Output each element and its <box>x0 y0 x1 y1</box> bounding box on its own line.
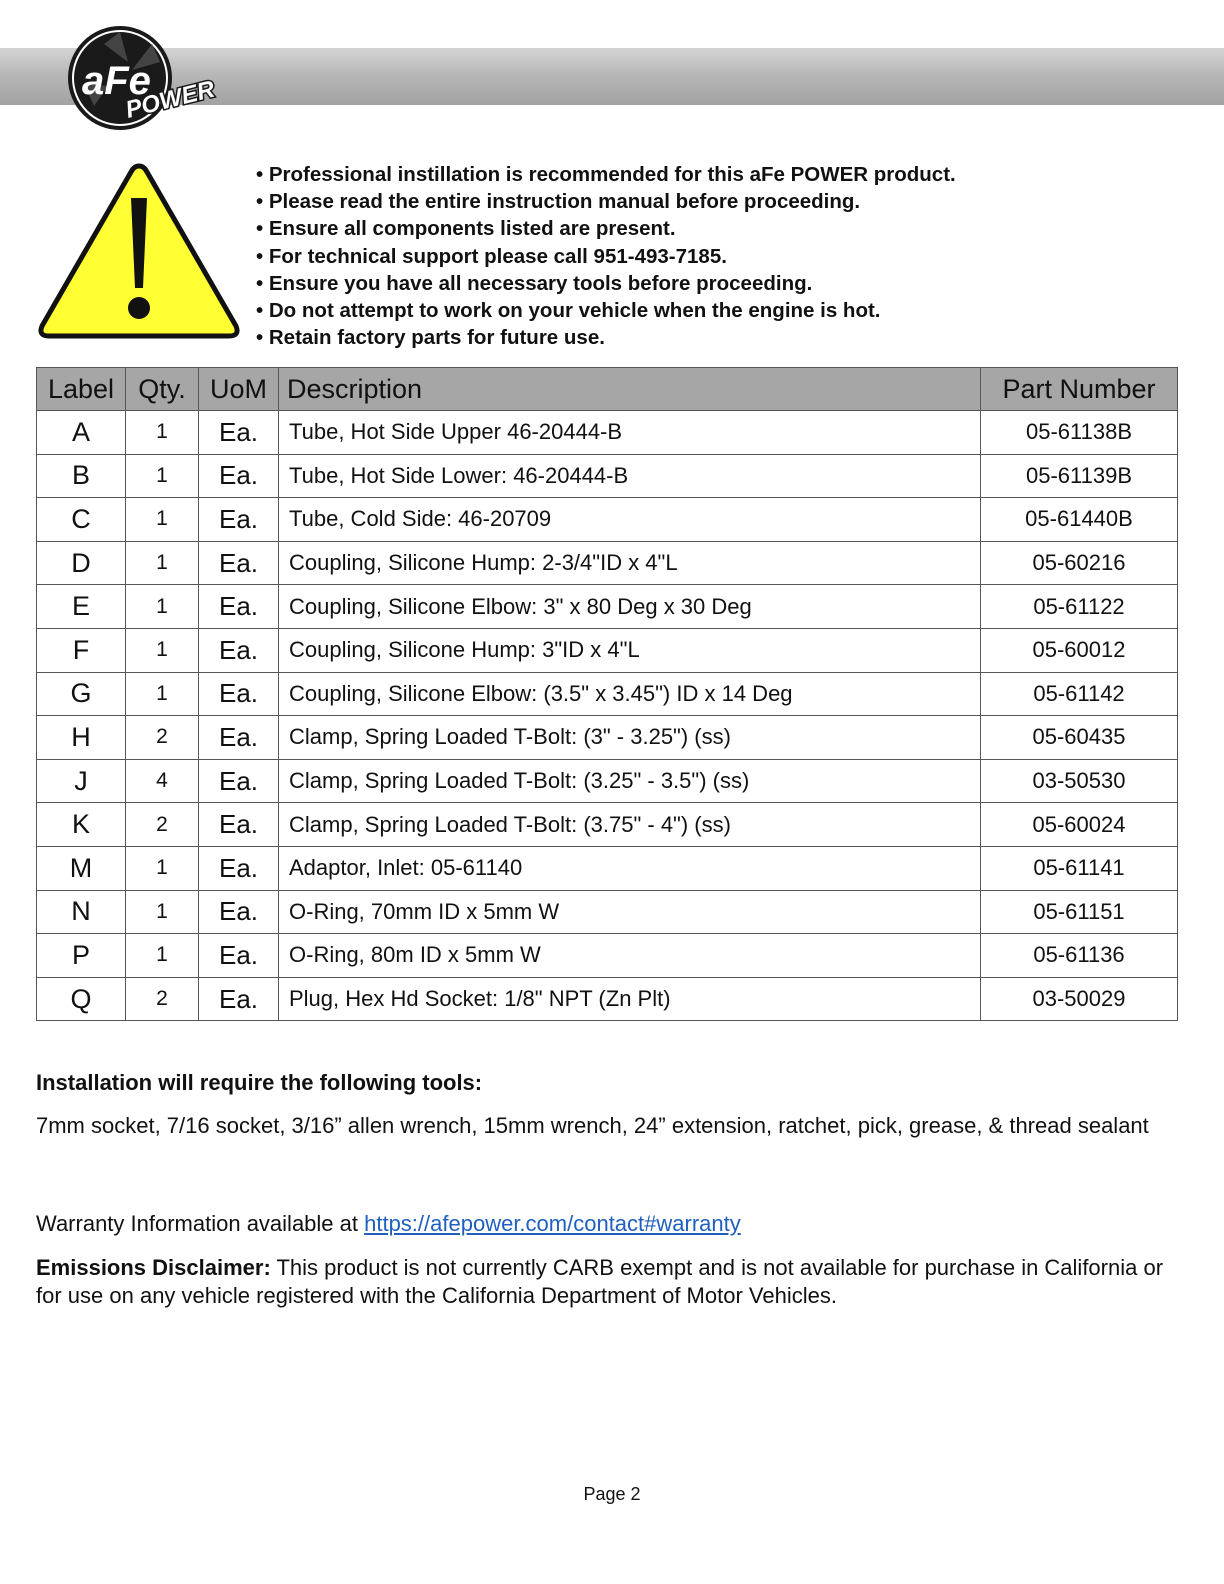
warning-line: • Ensure all components listed are present. <box>256 217 676 241</box>
emissions-disclaimer <box>36 1254 1186 1310</box>
warning-triangle-icon <box>36 160 242 342</box>
table-row <box>37 628 1178 672</box>
emissions-label: Emissions Disclaimer: <box>36 1255 271 1280</box>
cell-part-number: 05-61139B <box>981 454 1178 498</box>
cell-qty: 1 <box>126 411 199 455</box>
emissions-text: This product is not currently CARB exempt and is not available for purchase in California or for use on any vehicle registered with the California Department of Motor Vehicles. <box>36 1255 1164 1308</box>
cell-description: Coupling, Silicone Elbow: (3.5" x 3.45") ID x 14 Deg <box>279 672 981 716</box>
warning-line: • Retain factory parts for future use. <box>256 326 605 350</box>
cell-part-number: 05-61141 <box>981 846 1178 890</box>
cell-uom: Ea. <box>199 846 279 890</box>
warranty-prefix: Warranty Information available at <box>36 1211 365 1236</box>
cell-label: A <box>37 411 126 455</box>
cell-description: Clamp, Spring Loaded T-Bolt: (3" - 3.25") (ss) <box>279 716 981 760</box>
cell-qty: 1 <box>126 846 199 890</box>
table-row <box>37 934 1178 978</box>
cell-uom: Ea. <box>199 672 279 716</box>
warning-line: • Please read the entire instruction manual before proceeding. <box>256 190 861 214</box>
cell-qty: 1 <box>126 454 199 498</box>
cell-uom: Ea. <box>199 934 279 978</box>
cell-part-number: 05-61138B <box>981 411 1178 455</box>
cell-part-number: 05-61440B <box>981 498 1178 542</box>
cell-part-number: 05-60435 <box>981 716 1178 760</box>
tools-list: 7mm socket, 7/16 socket, 3/16” allen wrench, 15mm wrench, 24” extension, ratchet, pick, grease, & thread sealant <box>36 1113 1149 1138</box>
warning-line: • Do not attempt to work on your vehicle when the engine is hot. <box>256 299 881 323</box>
cell-part-number: 03-50530 <box>981 759 1178 803</box>
parts-table <box>36 367 1178 1021</box>
warning-line: • Professional instillation is recommended for this aFe POWER product. <box>256 163 956 186</box>
cell-description: Plug, Hex Hd Socket: 1/8" NPT (Zn Plt) <box>279 977 981 1021</box>
afe-power-logo <box>64 22 244 134</box>
cell-description: Tube, Cold Side: 46-20709 <box>279 498 981 542</box>
table-row <box>37 454 1178 498</box>
cell-qty: 1 <box>126 934 199 978</box>
cell-label: G <box>37 672 126 716</box>
cell-uom: Ea. <box>199 411 279 455</box>
cell-description: Tube, Hot Side Lower: 46-20444-B <box>279 454 981 498</box>
cell-label: F <box>37 628 126 672</box>
cell-uom: Ea. <box>199 454 279 498</box>
cell-qty: 1 <box>126 890 199 934</box>
table-row <box>37 498 1178 542</box>
logo-subtext: POWER <box>122 75 218 124</box>
logo-text: aFe <box>82 59 151 103</box>
header-uom: UoM <box>199 368 279 411</box>
cell-uom: Ea. <box>199 803 279 847</box>
cell-description: O-Ring, 70mm ID x 5mm W <box>279 890 981 934</box>
cell-description: Tube, Hot Side Upper 46-20444-B <box>279 411 981 455</box>
cell-label: Q <box>37 977 126 1021</box>
table-row <box>37 411 1178 455</box>
cell-qty: 1 <box>126 672 199 716</box>
cell-label: M <box>37 846 126 890</box>
cell-uom: Ea. <box>199 498 279 542</box>
cell-qty: 2 <box>126 977 199 1021</box>
page-number: Page 2 <box>583 1484 641 1504</box>
cell-label: B <box>37 454 126 498</box>
cell-label: N <box>37 890 126 934</box>
table-row <box>37 977 1178 1021</box>
header-description: Description <box>279 368 981 411</box>
tools-heading: Installation will require the following tools: <box>36 1070 483 1095</box>
cell-uom: Ea. <box>199 585 279 629</box>
table-row <box>37 846 1178 890</box>
cell-part-number: 03-50029 <box>981 977 1178 1021</box>
cell-description: Clamp, Spring Loaded T-Bolt: (3.25" - 3.5") (ss) <box>279 759 981 803</box>
cell-description: Coupling, Silicone Hump: 3"ID x 4"L <box>279 628 981 672</box>
cell-part-number: 05-61142 <box>981 672 1178 716</box>
cell-uom: Ea. <box>199 977 279 1021</box>
cell-label: C <box>37 498 126 542</box>
cell-description: Adaptor, Inlet: 05-61140 <box>279 846 981 890</box>
cell-uom: Ea. <box>199 716 279 760</box>
table-row <box>37 890 1178 934</box>
cell-label: P <box>37 934 126 978</box>
cell-label: D <box>37 541 126 585</box>
warranty-info <box>36 1211 741 1237</box>
cell-description: Clamp, Spring Loaded T-Bolt: (3.75" - 4") (ss) <box>279 803 981 847</box>
header-qty: Qty. <box>126 368 199 411</box>
table-row <box>37 803 1178 847</box>
header-label: Label <box>37 368 126 411</box>
cell-qty: 1 <box>126 628 199 672</box>
cell-label: K <box>37 803 126 847</box>
cell-part-number: 05-60012 <box>981 628 1178 672</box>
cell-qty: 1 <box>126 498 199 542</box>
cell-description: O-Ring, 80m ID x 5mm W <box>279 934 981 978</box>
cell-label: J <box>37 759 126 803</box>
cell-qty: 2 <box>126 716 199 760</box>
cell-qty: 2 <box>126 803 199 847</box>
cell-qty: 4 <box>126 759 199 803</box>
cell-uom: Ea. <box>199 759 279 803</box>
table-row <box>37 716 1178 760</box>
cell-part-number: 05-60216 <box>981 541 1178 585</box>
table-row <box>37 585 1178 629</box>
warning-line: • Ensure you have all necessary tools before proceeding. <box>256 271 813 295</box>
cell-description: Coupling, Silicone Hump: 2-3/4"ID x 4"L <box>279 541 981 585</box>
warning-line: • For technical support please call 951-493-7185. <box>256 244 727 268</box>
cell-part-number: 05-61151 <box>981 890 1178 934</box>
cell-uom: Ea. <box>199 890 279 934</box>
cell-uom: Ea. <box>199 541 279 585</box>
table-row <box>37 541 1178 585</box>
table-header-row <box>37 368 1178 411</box>
cell-uom: Ea. <box>199 628 279 672</box>
header-part-number: Part Number <box>981 368 1178 411</box>
cell-label: H <box>37 716 126 760</box>
cell-qty: 1 <box>126 585 199 629</box>
table-row <box>37 672 1178 716</box>
cell-description: Coupling, Silicone Elbow: 3" x 80 Deg x 30 Deg <box>279 585 981 629</box>
cell-qty: 1 <box>126 541 199 585</box>
cell-label: E <box>37 585 126 629</box>
safety-warnings <box>256 161 956 351</box>
table-row <box>37 759 1178 803</box>
cell-part-number: 05-60024 <box>981 803 1178 847</box>
cell-part-number: 05-61136 <box>981 934 1178 978</box>
warranty-link[interactable]: https://afepower.com/contact#warranty <box>364 1211 741 1236</box>
cell-part-number: 05-61122 <box>981 585 1178 629</box>
